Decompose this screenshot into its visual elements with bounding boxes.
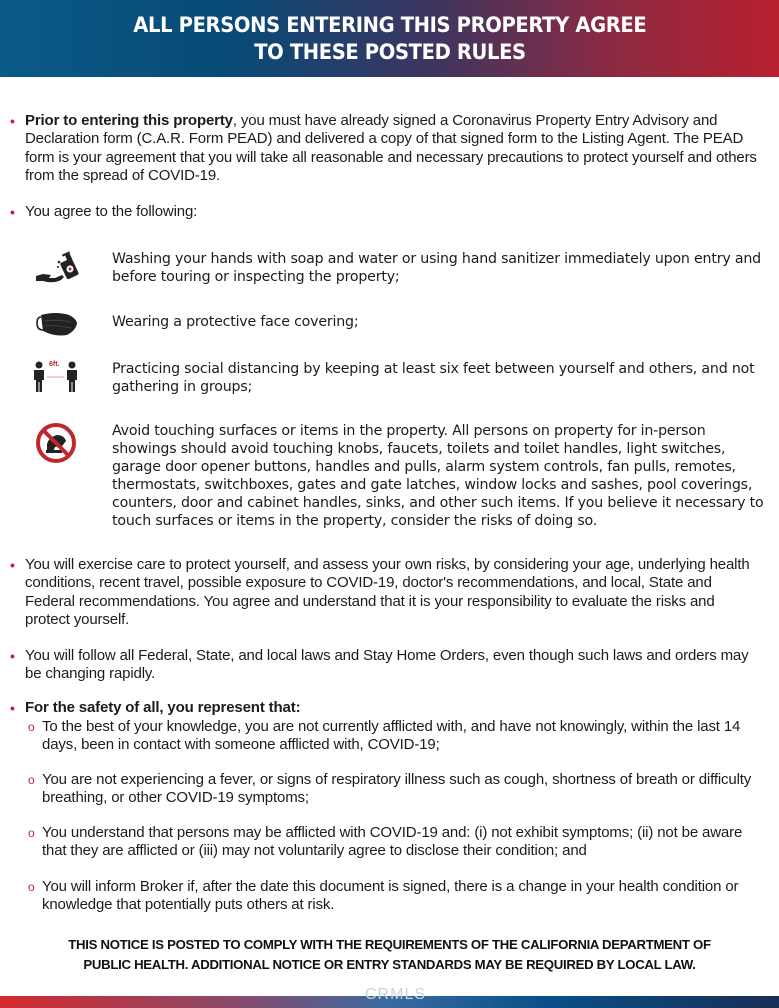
social-distance-icon [28,356,83,396]
page-title-line-2: TO THESE POSTED RULES [253,39,526,64]
laws-bullet [10,647,762,684]
intro-bold-lead: Prior to entering this property [25,112,233,129]
agree-text: You agree to the following: [25,203,198,220]
agree-bullet [10,203,762,221]
safety-item-2: o You are not experiencing a fever, or signs of respiratory illness such as cough, shortness of breath or difficulty breathing, or other COVID-19 symptoms; [28,771,752,807]
rule-item-no-touch [28,420,768,530]
intro-text: Prior to entering this property, you must have already signed a Coronavirus Property Entry Advisory and Declaration form (C.A.R. Form PEAD) and delivered a copy of that signed form to the Listing Agent. The PEAD form is your agreement that you will take all reasonable and necessary precautions to protect yourself and others from the spread of COVID-19. [25,112,757,184]
legal-notice [0,935,779,975]
header-banner [0,0,779,77]
page-title-line-1: ALL PERSONS ENTERING THIS PROPERTY AGREE [132,12,647,37]
sub-bullet-icon: o [28,826,35,840]
care-text: You will exercise care to protect yourself, and assess your own risks, by considering your age, underlying health conditions, recent travel, possible exposure to COVID-19, doctor's recommendations, and local, State and Federal recommendations. You agree and understand that it is your responsibility to evaluate the risks and protect yourself. [25,556,750,628]
bullet-dot-icon: • [10,113,15,129]
safety-heading: For the safety of all, you represent that: [25,699,301,716]
intro-bullet [10,112,762,185]
safety-item-4: o You will inform Broker if, after the date this document is signed, there is a change in your health condition or knowledge that potentially puts others at risk. [28,878,739,914]
safety-item-1: o To the best of your knowledge, you are not currently afflicted with, and have not knowingly, within the last 14 days, been in contact with someone afflicted with, COVID-19; [28,718,741,754]
rule-text-distancing: Practicing social distancing by keeping at least six feet between yourself and others, and not gathering in groups; [112,361,755,396]
crmls-watermark: CRMLS [365,986,427,1003]
laws-text: You will follow all Federal, State, and local laws and Stay Home Orders, even though such laws and orders may be changing rapidly. [25,647,749,683]
rule-text-mask: Wearing a protective face covering; [112,314,359,330]
sub-bullet-icon: o [28,880,35,894]
hand-sanitizer-icon [28,248,83,288]
legal-notice-line-1: THIS NOTICE IS POSTED TO COMPLY WITH THE REQUIREMENTS OF THE CALIFORNIA DEPARTMENT OF [68,937,711,952]
no-touch-icon [28,420,83,460]
rule-text-no-touch: Avoid touching surfaces or items in the property. All persons on property for in-person showings should avoid touching knobs, faucets, toilets and toilet handles, light switches, garage door opener buttons, handles and pulls, alarm system controls, fan pulls, remotes, thermostats, switchboxes, gates and gate latches, window locks and sashes, pool coverings, counters, door and cabinet handles, sinks, and other such items. If you believe it necessary to touch surfaces or items in the property, consider the risks of doing so. [112,423,764,530]
rule-item-mask [28,303,768,343]
face-mask-icon [28,303,83,343]
svg-text:6ft.: 6ft. [48,361,59,368]
rule-text-handwashing: Washing your hands with soap and water or using hand sanitizer immediately upon entry and before touring or inspecting the property; [112,251,761,286]
legal-notice-line-2: PUBLIC HEALTH. ADDITIONAL NOTICE OR ENTRY STANDARDS MAY BE REQUIRED BY LOCAL LAW. [83,957,696,972]
care-bullet [10,556,762,629]
bullet-dot-icon: • [10,204,15,220]
safety-bullet [10,699,762,717]
bullet-dot-icon: • [10,648,15,664]
rule-item-distancing [28,356,768,396]
rule-item-handwashing [28,248,768,288]
safety-item-3: o You understand that persons may be afflicted with COVID-19 and: (i) not exhibit symptoms; (ii) not be aware that they are afflicted or (iii) may not voluntarily agree to disclose their condition; and [28,824,743,860]
bullet-dot-icon: • [10,700,15,716]
sub-bullet-icon: o [28,773,35,787]
bullet-dot-icon: • [10,557,15,573]
sub-bullet-icon: o [28,720,35,734]
